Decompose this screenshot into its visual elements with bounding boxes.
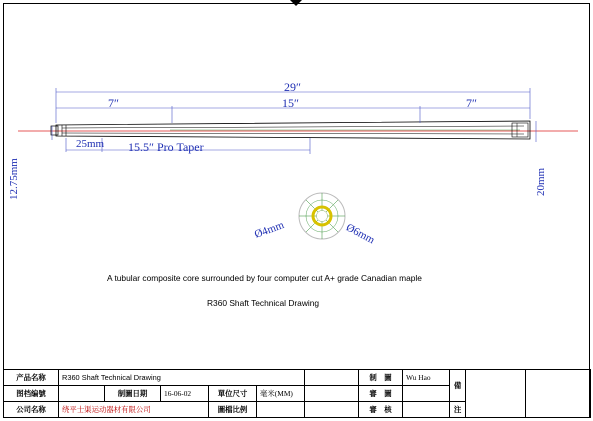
review-label: 審 圖 bbox=[359, 386, 403, 402]
unit-value: 毫米(MM) bbox=[257, 386, 305, 402]
notes-label-2: 注 bbox=[450, 402, 466, 418]
approve-label: 審 核 bbox=[359, 402, 403, 418]
notes-area bbox=[466, 370, 526, 418]
title-block bbox=[3, 369, 590, 418]
draw-date: 16-06-02 bbox=[161, 386, 209, 402]
scale-label: 圖檔比例 bbox=[209, 402, 257, 418]
notes-label-1: 備 bbox=[450, 370, 466, 402]
dim-total: 29″ bbox=[284, 80, 301, 94]
review-value bbox=[403, 386, 450, 402]
company-name: 绕平士渠运动器材有限公司 bbox=[59, 402, 209, 418]
dim-outer-diameter: Ø6mm bbox=[343, 221, 377, 247]
product-name-label: 产品名称 bbox=[4, 370, 59, 386]
product-name: R360 Shaft Technical Drawing bbox=[59, 370, 305, 386]
scale-value bbox=[257, 402, 305, 418]
drawing-no bbox=[59, 386, 105, 402]
dim-inner-diameter: Ø4mm bbox=[252, 219, 286, 241]
drawn-by: Wu Hao bbox=[403, 370, 450, 386]
dim-left: 7″ bbox=[108, 96, 119, 110]
dim-tip-diameter: 12.75mm bbox=[8, 158, 20, 200]
drawing-description: A tubular composite core surrounded by four computer cut A+ grade Canadian maple bbox=[107, 273, 422, 283]
dim-middle: 15″ bbox=[282, 96, 299, 110]
approve-value bbox=[403, 402, 450, 418]
dim-right: 7″ bbox=[466, 96, 477, 110]
dim-taper: 15.5″ Pro Taper bbox=[128, 140, 204, 154]
drawn-label: 制 圖 bbox=[359, 370, 403, 386]
drawing-subtitle: R360 Shaft Technical Drawing bbox=[207, 298, 320, 308]
drawing-no-label: 图档编號 bbox=[4, 386, 59, 402]
dim-butt-diameter: 20mm bbox=[535, 167, 547, 196]
dim-tip-length: 25mm bbox=[76, 138, 105, 150]
unit-label: 單位尺寸 bbox=[209, 386, 257, 402]
company-label: 公司名称 bbox=[4, 402, 59, 418]
shaft-inner-line bbox=[62, 133, 524, 134]
blank-cell bbox=[305, 402, 359, 418]
draw-date-label: 制圖日期 bbox=[105, 386, 161, 402]
blank-cell bbox=[305, 370, 359, 386]
shaft-inner-line bbox=[62, 126, 524, 128]
blank-cell bbox=[305, 386, 359, 402]
notes-area-2 bbox=[526, 370, 591, 418]
